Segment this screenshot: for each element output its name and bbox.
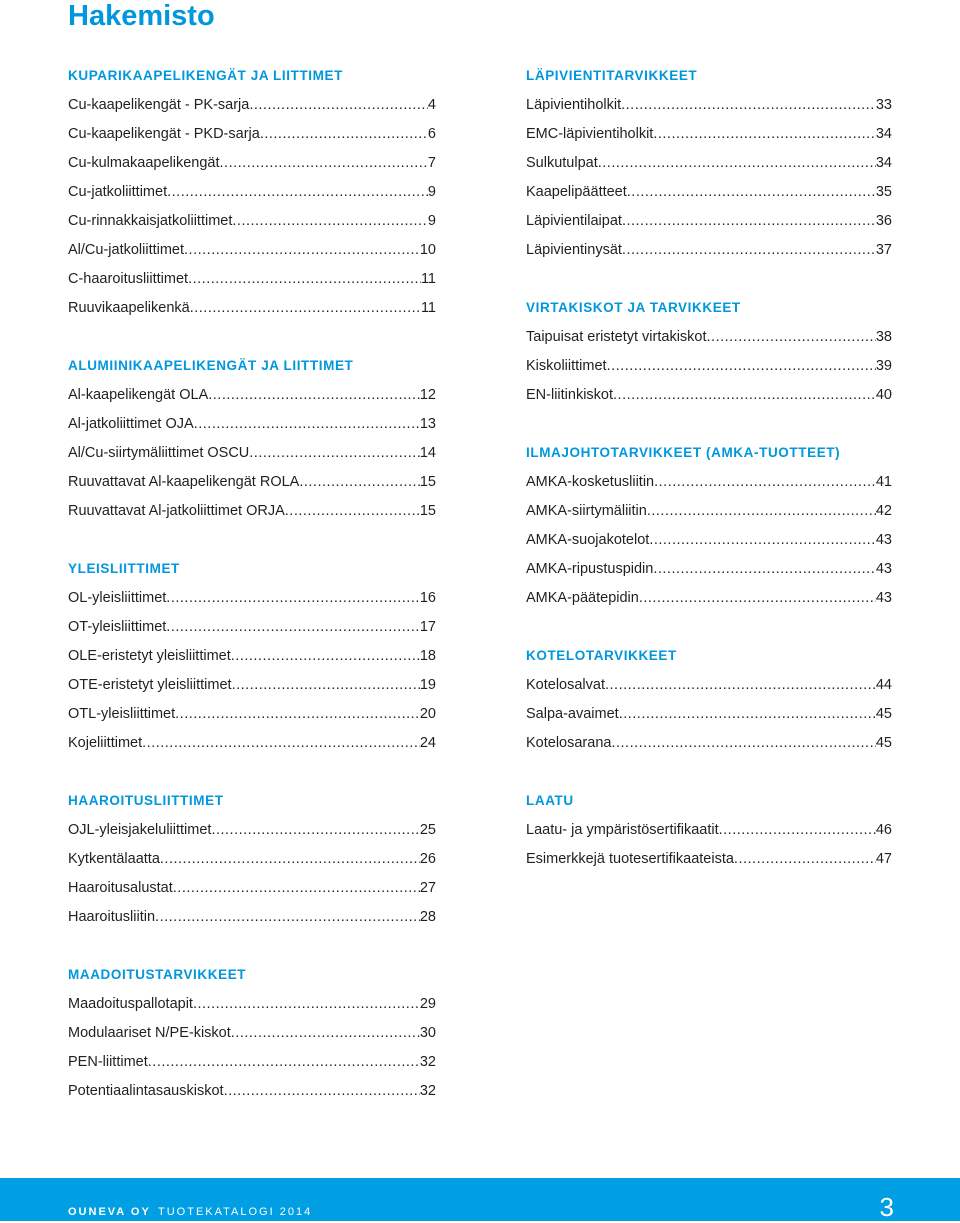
toc-entry[interactable] xyxy=(68,500,436,529)
dot-leader xyxy=(598,152,876,174)
toc-entry-label: Salpa-avaimet xyxy=(526,706,619,722)
toc-entry[interactable] xyxy=(68,442,436,471)
toc-entry[interactable] xyxy=(526,674,892,703)
section-gap xyxy=(526,268,892,297)
toc-entry[interactable] xyxy=(68,1022,436,1051)
dot-leader xyxy=(232,674,420,696)
toc-entry[interactable] xyxy=(526,181,892,210)
toc-entry-page: 11 xyxy=(420,271,436,287)
toc-entry[interactable] xyxy=(526,384,892,413)
toc-entry[interactable] xyxy=(68,819,436,848)
dot-leader xyxy=(719,819,876,841)
toc-entry-page: 14 xyxy=(419,445,436,461)
dot-leader xyxy=(622,210,876,232)
dot-leader xyxy=(607,355,876,377)
toc-entry-label: Läpivientilaipat xyxy=(526,213,622,229)
toc-entry-label: AMKA-kosketusliitin xyxy=(526,474,655,490)
toc-entry[interactable] xyxy=(526,732,892,761)
toc-entry-page: 9 xyxy=(427,184,436,200)
toc-entry[interactable] xyxy=(526,355,892,384)
dot-leader xyxy=(166,587,420,609)
toc-entry-label: Modulaariset N/PE-kiskot xyxy=(68,1025,231,1041)
toc-entry-page: 15 xyxy=(419,503,436,519)
toc-entry[interactable] xyxy=(68,1051,436,1080)
dot-leader xyxy=(249,442,420,464)
dot-leader xyxy=(184,239,420,261)
toc-entry-label: Ruuvattavat Al-kaapelikengät ROLA xyxy=(68,474,300,490)
dot-leader xyxy=(166,616,420,638)
dot-leader xyxy=(622,239,876,261)
page-title: Hakemisto xyxy=(68,0,215,32)
toc-entry-label: C-haaroitusliittimet xyxy=(68,271,189,287)
section-gap xyxy=(68,761,436,790)
dot-leader xyxy=(175,703,420,725)
toc-section xyxy=(68,558,436,761)
dot-leader xyxy=(621,94,876,116)
toc-entry-label: Kotelosarana xyxy=(526,735,612,751)
toc-section xyxy=(526,790,892,877)
toc-entry-label: OTE-eristetyt yleisliittimet xyxy=(68,677,232,693)
toc-entry-page: 37 xyxy=(875,242,892,258)
toc-entry-page: 35 xyxy=(875,184,892,200)
section-gap xyxy=(68,326,436,355)
toc-entry[interactable] xyxy=(68,1080,436,1109)
footer-company: OUNEVA OY xyxy=(68,1206,151,1218)
toc-entry-label: Cu-kaapelikengät - PK-sarja xyxy=(68,97,250,113)
toc-entry-label: OT-yleisliittimet xyxy=(68,619,167,635)
toc-entry-page: 44 xyxy=(875,677,892,693)
toc-entry[interactable] xyxy=(526,819,892,848)
toc-entry-page: 43 xyxy=(875,532,892,548)
toc-entry-label: Cu-kaapelikengät - PKD-sarja xyxy=(68,126,260,142)
toc-entry[interactable] xyxy=(526,558,892,587)
toc-entry[interactable] xyxy=(68,123,436,152)
toc-entry-label: Kotelosalvat xyxy=(526,677,605,693)
toc-entry-page: 33 xyxy=(875,97,892,113)
toc-entry-label: AMKA-suojakotelot xyxy=(526,532,650,548)
toc-section xyxy=(526,442,892,616)
toc-entry-page: 34 xyxy=(875,155,892,171)
footer-catalog-title: TUOTEKATALOGI 2014 xyxy=(158,1206,313,1218)
toc-entry-page: 16 xyxy=(419,590,436,606)
toc-entry[interactable] xyxy=(68,413,436,442)
toc-entry-label: AMKA-siirtymäliitin xyxy=(526,503,647,519)
toc-section xyxy=(68,790,436,935)
dot-leader xyxy=(627,181,876,203)
dot-leader xyxy=(260,123,428,145)
toc-entry-page: 34 xyxy=(875,126,892,142)
toc-section xyxy=(526,65,892,268)
toc-entry-label: Al/Cu-jatkoliittimet xyxy=(68,242,185,258)
toc-entry-page: 45 xyxy=(875,735,892,751)
toc-entry-page: 17 xyxy=(419,619,436,635)
section-heading: LAATU xyxy=(526,793,574,808)
dot-leader xyxy=(148,1051,420,1073)
dot-leader xyxy=(231,645,420,667)
section-heading: LÄPIVIENTITARVIKKEET xyxy=(526,68,698,83)
dot-leader xyxy=(173,877,420,899)
toc-entry-label: Kytkentälaatta xyxy=(68,851,160,867)
toc-entry[interactable] xyxy=(68,645,436,674)
toc-entry-page: 43 xyxy=(875,590,892,606)
dot-leader xyxy=(160,848,420,870)
toc-entry-label: AMKA-ripustuspidin xyxy=(526,561,654,577)
dot-leader xyxy=(208,384,420,406)
toc-entry-page: 11 xyxy=(420,300,436,316)
toc-entry-page: 32 xyxy=(419,1083,436,1099)
toc-entry[interactable] xyxy=(526,587,892,616)
toc-entry-label: Taipuisat eristetyt virtakiskot xyxy=(526,329,707,345)
toc-entry-label: EN-liitinkiskot xyxy=(526,387,614,403)
toc-entry-page: 40 xyxy=(875,387,892,403)
dot-leader xyxy=(647,500,876,522)
toc-entry-page: 6 xyxy=(427,126,436,142)
dot-leader xyxy=(299,471,420,493)
toc-entry-label: Cu-rinnakkaisjatkoliittimet xyxy=(68,213,233,229)
dot-leader xyxy=(707,326,876,348)
toc-entry-label: OL-yleisliittimet xyxy=(68,590,167,606)
toc-entry[interactable] xyxy=(68,239,436,268)
toc-entry-page: 24 xyxy=(419,735,436,751)
dot-leader xyxy=(653,123,876,145)
toc-entry-page: 25 xyxy=(419,822,436,838)
toc-entry[interactable] xyxy=(526,326,892,355)
toc-entry-label: Haaroitusliitin xyxy=(68,909,156,925)
toc-entry-page: 46 xyxy=(875,822,892,838)
toc-entry-label: Sulkutulpat xyxy=(526,155,598,171)
toc-entry[interactable] xyxy=(68,877,436,906)
dot-leader xyxy=(619,703,876,725)
toc-entry[interactable] xyxy=(68,268,436,297)
toc-entry-page: 43 xyxy=(875,561,892,577)
section-heading: KOTELOTARVIKKEET xyxy=(526,648,677,663)
section-heading: VIRTAKISKOT JA TARVIKKEET xyxy=(526,300,741,315)
toc-right-column xyxy=(526,65,892,877)
dot-leader xyxy=(611,732,875,754)
toc-entry-label: Ruuvattavat Al-jatkoliittimet ORJA xyxy=(68,503,285,519)
toc-section xyxy=(68,65,436,326)
toc-entry-page: 15 xyxy=(419,474,436,490)
toc-entry[interactable] xyxy=(68,297,436,326)
toc-entry[interactable] xyxy=(68,384,436,413)
toc-entry-page: 19 xyxy=(419,677,436,693)
toc-section xyxy=(526,297,892,413)
toc-entry-page: 45 xyxy=(875,706,892,722)
toc-left-column xyxy=(68,65,436,1109)
dot-leader xyxy=(188,268,421,290)
dot-leader xyxy=(220,152,428,174)
toc-entry-label: Cu-kulmakaapelikengät xyxy=(68,155,220,171)
toc-entry-page: 39 xyxy=(875,358,892,374)
toc-entry-page: 18 xyxy=(419,648,436,664)
toc-entry-page: 42 xyxy=(875,503,892,519)
section-gap xyxy=(68,529,436,558)
toc-entry[interactable] xyxy=(526,500,892,529)
dot-leader xyxy=(613,384,876,406)
toc-entry[interactable] xyxy=(68,587,436,616)
toc-entry[interactable] xyxy=(526,210,892,239)
section-heading: ILMAJOHTOTARVIKKEET (AMKA-TUOTTEET) xyxy=(526,445,841,460)
toc-entry-label: Haaroitusalustat xyxy=(68,880,173,896)
toc-entry-label: Kaapelipäätteet xyxy=(526,184,627,200)
toc-entry-page: 29 xyxy=(419,996,436,1012)
toc-entry-page: 30 xyxy=(419,1025,436,1041)
toc-entry[interactable] xyxy=(526,848,892,877)
dot-leader xyxy=(249,94,428,116)
dot-leader xyxy=(232,210,428,232)
toc-entry-label: Kiskoliittimet xyxy=(526,358,607,374)
dot-leader xyxy=(167,181,428,203)
footer-bar xyxy=(0,1178,960,1221)
toc-entry-page: 38 xyxy=(875,329,892,345)
toc-entry-page: 32 xyxy=(419,1054,436,1070)
toc-entry-label: Esimerkkejä tuotesertifikaateista xyxy=(526,851,734,867)
toc-entry[interactable] xyxy=(68,906,436,935)
footer-page-number: 3 xyxy=(879,1192,894,1222)
toc-entry-page: 9 xyxy=(427,213,436,229)
toc-entry-page: 7 xyxy=(427,155,436,171)
dot-leader xyxy=(654,471,876,493)
dot-leader xyxy=(194,413,420,435)
toc-entry-page: 12 xyxy=(419,387,436,403)
dot-leader xyxy=(734,848,876,870)
toc-entry-label: Laatu- ja ympäristösertifikaatit xyxy=(526,822,719,838)
toc-entry-label: Cu-jatkoliittimet xyxy=(68,184,168,200)
toc-entry-label: Ruuvikaapelikenkä xyxy=(68,300,190,316)
toc-entry-label: OLE-eristetyt yleisliittimet xyxy=(68,648,231,664)
toc-entry[interactable] xyxy=(68,848,436,877)
toc-entry[interactable] xyxy=(526,94,892,123)
dot-leader xyxy=(155,906,420,928)
toc-entry-page: 20 xyxy=(419,706,436,722)
dot-leader xyxy=(231,1022,420,1044)
toc-entry[interactable] xyxy=(68,732,436,761)
toc-entry-label: Läpivientiholkit xyxy=(526,97,622,113)
section-gap xyxy=(526,761,892,790)
toc-entry-label: Kojeliittimet xyxy=(68,735,143,751)
toc-entry-page: 10 xyxy=(419,242,436,258)
toc-entry-page: 28 xyxy=(419,909,436,925)
toc-section xyxy=(526,645,892,761)
toc-entry[interactable] xyxy=(68,703,436,732)
dot-leader xyxy=(211,819,419,841)
toc-entry[interactable] xyxy=(68,993,436,1022)
toc-entry-label: Maadoituspallotapit xyxy=(68,996,193,1012)
toc-entry-label: AMKA-päätepidin xyxy=(526,590,639,606)
toc-entry[interactable] xyxy=(526,529,892,558)
section-gap xyxy=(68,935,436,964)
toc-entry[interactable] xyxy=(68,94,436,123)
toc-entry[interactable] xyxy=(68,471,436,500)
dot-leader xyxy=(605,674,876,696)
dot-leader xyxy=(224,1080,420,1102)
toc-entry[interactable] xyxy=(68,210,436,239)
toc-entry[interactable] xyxy=(68,181,436,210)
toc-entry[interactable] xyxy=(526,123,892,152)
section-heading: YLEISLIITTIMET xyxy=(68,561,180,576)
toc-entry-page: 27 xyxy=(419,880,436,896)
toc-entry[interactable] xyxy=(68,674,436,703)
section-gap xyxy=(526,413,892,442)
dot-leader xyxy=(285,500,420,522)
toc-entry-page: 13 xyxy=(419,416,436,432)
section-heading: KUPARIKAAPELIKENGÄT JA LIITTIMET xyxy=(68,68,343,83)
toc-entry-label: Al-jatkoliittimet OJA xyxy=(68,416,194,432)
dot-leader xyxy=(193,993,420,1015)
toc-entry-label: OTL-yleisliittimet xyxy=(68,706,176,722)
section-heading: MAADOITUSTARVIKKEET xyxy=(68,967,247,982)
toc-entry[interactable] xyxy=(526,471,892,500)
dot-leader xyxy=(649,529,876,551)
toc-entry-label: OJL-yleisjakeluliittimet xyxy=(68,822,212,838)
toc-entry[interactable] xyxy=(526,152,892,181)
toc-entry-label: Al-kaapelikengät OLA xyxy=(68,387,209,403)
toc-entry-label: Al/Cu-siirtymäliittimet OSCU xyxy=(68,445,250,461)
toc-entry-page: 26 xyxy=(419,851,436,867)
toc-entry-page: 36 xyxy=(875,213,892,229)
toc-entry-label: EMC-läpivientiholkit xyxy=(526,126,654,142)
section-gap xyxy=(526,616,892,645)
toc-entry-page: 41 xyxy=(875,474,892,490)
dot-leader xyxy=(142,732,420,754)
section-heading: ALUMIINIKAAPELIKENGÄT JA LIITTIMET xyxy=(68,358,354,373)
dot-leader xyxy=(190,297,421,319)
toc-entry-label: Potentiaalintasauskiskot xyxy=(68,1083,224,1099)
section-heading: HAAROITUSLIITTIMET xyxy=(68,793,224,808)
toc-entry[interactable] xyxy=(526,703,892,732)
toc-entry[interactable] xyxy=(68,152,436,181)
toc-section xyxy=(68,964,436,1109)
toc-entry-page: 4 xyxy=(427,97,436,113)
toc-entry-label: PEN-liittimet xyxy=(68,1054,148,1070)
toc-entry-label: Läpivientinysät xyxy=(526,242,622,258)
dot-leader xyxy=(639,587,876,609)
dot-leader xyxy=(653,558,876,580)
toc-entry[interactable] xyxy=(68,616,436,645)
toc-section xyxy=(68,355,436,529)
toc-entry[interactable] xyxy=(526,239,892,268)
toc-entry-page: 47 xyxy=(875,851,892,867)
